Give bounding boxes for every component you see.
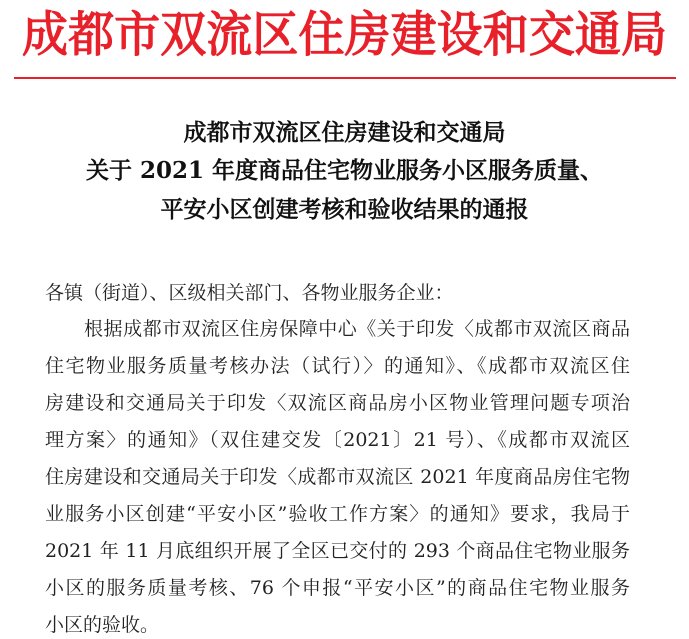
letterhead-red-rule [14, 77, 676, 79]
salutation: 各镇（街道）、区级相关部门、各物业服务企业： [45, 282, 454, 304]
paragraph-line: 2021 年 11 月底组织开展了全区已交付的 293 个商品住宅物业服务 [45, 540, 630, 562]
doc-title-line-2: 关于 2021 年度商品住宅物业服务小区服务质量、 [85, 157, 604, 184]
doc-title-line-3: 平安小区创建考核和验收结果的通报 [160, 196, 529, 223]
paragraph-line: 业服务小区创建“平安小区”验收工作方案〉的通知》要求，我局于 [45, 503, 630, 525]
paragraph-line: 住宅物业服务质量考核办法（试行）〉的通知》、《成都市双流区住 [45, 355, 630, 377]
paragraph-line: 根据成都市双流区住房保障中心《关于印发〈成都市双流区商品 [45, 318, 630, 340]
paragraph-line: 住房建设和交通局关于印发〈成都市双流区 2021 年度商品房住宅物 [45, 466, 630, 488]
doc-title-line-1: 成都市双流区住房建设和交通局 [183, 119, 506, 146]
paragraph-line: 理方案〉的通知》（双住建交发〔2021〕21 号）、《成都市双流区 [45, 429, 630, 451]
paragraph-line: 房建设和交通局关于印发〈双流区商品房小区物业管理问题专项治 [45, 392, 630, 414]
letterhead-org-name: 成都市双流区住房建设和交通局 [22, 5, 667, 63]
paragraph-line: 小区的验收。 [45, 614, 160, 636]
paragraph-line: 小区的服务质量考核、76 个申报“平安小区”的商品住宅物业服务 [45, 577, 630, 599]
